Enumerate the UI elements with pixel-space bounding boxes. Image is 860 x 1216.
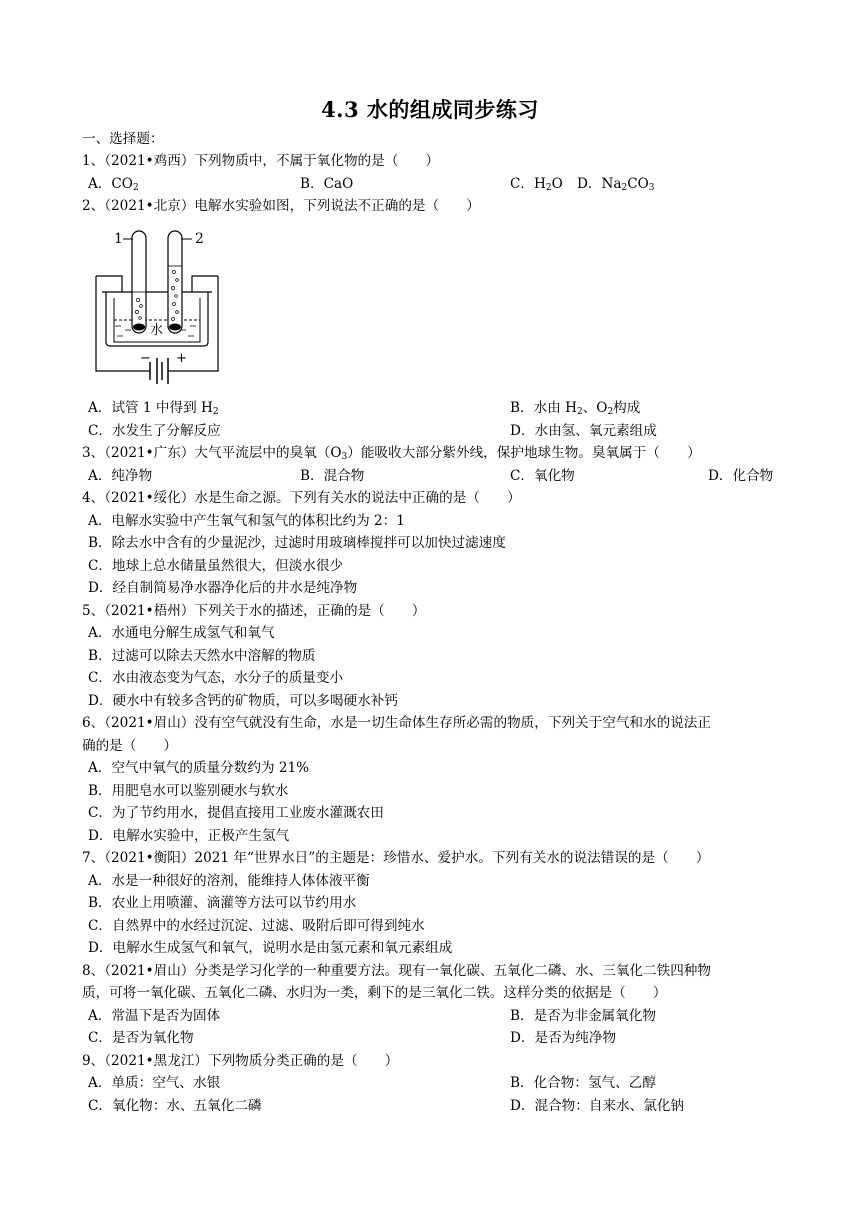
tube-2-label: 2 (195, 231, 204, 247)
q8-option-b: B．是否为非金属氧化物 (510, 1008, 656, 1024)
q8-stem-continued: 质，可将一氧化碳、五氧化二磷、水归为一类，剩下的是三氧化二铁。这样分类的依据是（ ） (82, 985, 667, 1001)
q7-option-a: A．水是一种很好的溶剂，能维持人体体液平衡 (88, 873, 370, 889)
q2-stem: 2、（2021•北京）电解水实验如图，下列说法不正确的是（ ） (82, 198, 480, 214)
q7-stem: 7、（2021•衡阳）2021 年“世界水日”的主题是：珍惜水、爱护水。下列有关水的说法错误的是（ ） (82, 850, 710, 866)
page-title: 4.3 水的组成同步练习 (321, 97, 539, 122)
q1-option-c: C．$H_2O$ (510, 176, 563, 193)
tube-1-label: 1 (114, 231, 123, 247)
q4-option-b: B．除去水中含有的少量泥沙，过滤时用玻璃棒搅拌可以加快过滤速度 (88, 535, 506, 551)
q8-stem: 8、（2021•眉山）分类是学习化学的一种重要方法。现有一氧化碳、五氧化二磷、水、三氧化二铁四种物 (82, 963, 711, 979)
q7-option-d: D．电解水生成氢气和氧气，说明水是由氢元素和氧元素组成 (88, 940, 453, 956)
q3-option-b: B．混合物 (300, 468, 365, 484)
q9-option-c: C．氧化物：水、五氧化二磷 (88, 1098, 262, 1114)
plus-sign: + (176, 351, 187, 366)
test-tube-2 (168, 231, 182, 333)
q6-option-c: C．为了节约用水，提倡直接用工业废水灌溉农田 (88, 805, 384, 821)
q7-option-c: C．自然界中的水经过沉淀、过滤、吸附后即可得到纯水 (88, 918, 425, 934)
q2-option-d: D．水由氢、氧元素组成 (510, 423, 657, 439)
q6-option-b: B．用肥皂水可以鉴别硬水与软水 (88, 783, 289, 799)
q3-option-d: D．化合物 (708, 468, 774, 484)
q8-option-c: C．是否为氧化物 (88, 1030, 194, 1046)
q8-option-a: A．常温下是否为固体 (88, 1008, 221, 1024)
q6-stem: 6、（2021•眉山）没有空气就没有生命，水是一切生命体生存所必需的物质，下列关于空气和水的说法正 (82, 715, 711, 731)
section-heading: 一、选择题： (82, 131, 164, 147)
water-label: 水 (150, 323, 164, 338)
q6-stem-continued: 确的是（ ） (82, 738, 178, 754)
q2-option-a: A．试管 1 中得到 $H_2$ (88, 400, 219, 417)
q6-option-a: A．空气中氧气的质量分数约为 21% (88, 760, 310, 776)
q9-stem: 9、（2021•黑龙江）下列物质分类正确的是（ ） (82, 1053, 399, 1069)
q9-option-b: B．化合物：氢气、乙醇 (510, 1075, 656, 1091)
q1-stem: 1、（2021•鸡西）下列物质中，不属于氧化物的是（ ） (82, 153, 440, 169)
q4-option-a: A．电解水实验中产生氧气和氢气的体积比约为 2：1 (88, 513, 405, 529)
q5-stem: 5、（2021•梧州）下列关于水的描述，正确的是（ ） (82, 603, 426, 619)
q7-option-b: B．农业上用喷灌、滴灌等方法可以节约用水 (88, 895, 357, 911)
q1-option-b: B．CaO (300, 176, 354, 192)
q8-option-d: D．是否为纯净物 (510, 1030, 617, 1046)
q1-option-a: A．$CO_2$ (88, 176, 139, 193)
q5-option-b: B．过滤可以除去天然水中溶解的物质 (88, 648, 316, 664)
minus-sign: − (140, 351, 151, 366)
q4-stem: 4、（2021•绥化）水是生命之源。下列有关水的说法中正确的是（ ） (82, 490, 521, 506)
q2-option-b: B．水由 $H_2$、$O_2$构成 (510, 400, 641, 417)
q5-option-d: D．硬水中有较多含钙的矿物质，可以多喝硬水补钙 (88, 693, 398, 709)
q5-option-a: A．水通电分解生成氢气和氧气 (88, 625, 275, 641)
q4-option-d: D．经自制简易净水器净化后的井水是纯净物 (88, 580, 358, 596)
q2-option-c: C．水发生了分解反应 (88, 423, 221, 439)
q3-option-c: C．氧化物 (510, 468, 575, 484)
q6-option-d: D．电解水实验中，正极产生氢气 (88, 828, 290, 844)
q3-option-a: A．纯净物 (88, 468, 153, 484)
electrolysis-apparatus-figure (92, 226, 222, 391)
electrode-left (133, 324, 145, 331)
q5-option-c: C．水由液态变为气态，水分子的质量变小 (88, 670, 344, 686)
q9-option-d: D．混合物：自来水、氯化钠 (510, 1098, 685, 1114)
q4-option-c: C．地球上总水储量虽然很大，但淡水很少 (88, 558, 344, 574)
q1-option-d: D．$Na_2CO_3$ (577, 176, 655, 193)
electrode-right (169, 324, 181, 331)
q3-stem: 3、（2021•广东）大气平流层中的臭氧$(O_3)$能吸收大部分紫外线，保护地球生物。臭氧属于（ ） (82, 445, 701, 462)
q9-option-a: A．单质：空气、水银 (88, 1075, 221, 1091)
